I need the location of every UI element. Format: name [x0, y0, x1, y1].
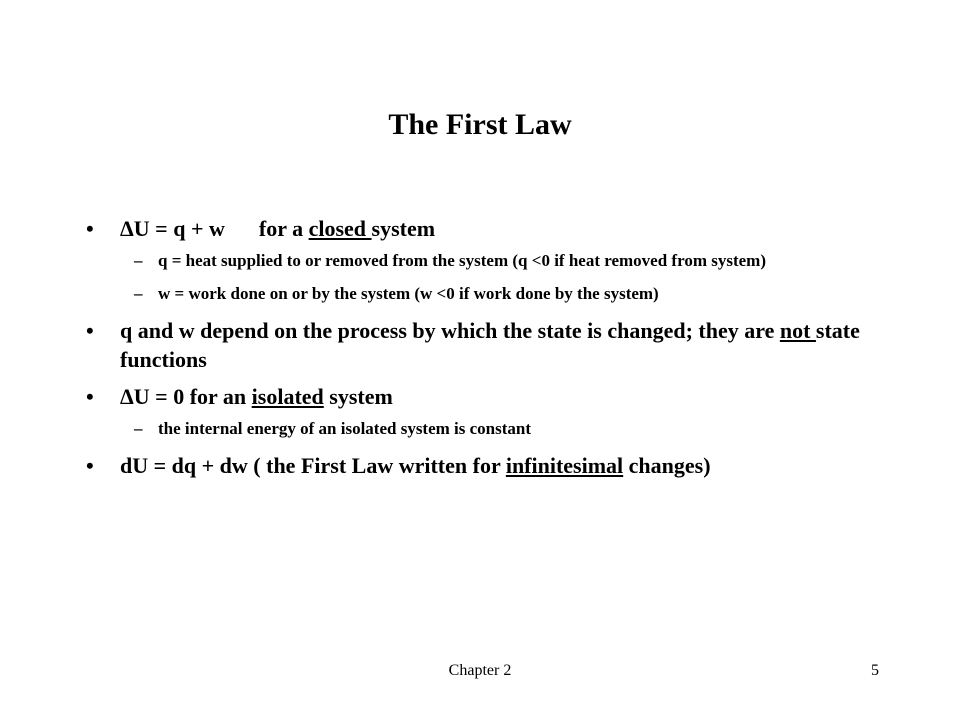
underlined-term: closed: [308, 216, 372, 241]
footer-chapter: Chapter 2: [448, 662, 512, 679]
bullet-dot: •: [86, 216, 94, 241]
underlined-term: infinitesimal: [505, 453, 624, 478]
sub-bullet-dash: –: [134, 284, 143, 303]
footer-page-number: 5: [871, 662, 879, 679]
first-law-equation: ΔU = q + w: [120, 216, 225, 241]
bullet-closed-system: [86, 214, 886, 243]
bullet-text: state functions: [120, 318, 860, 372]
bullet-dot: •: [86, 318, 94, 343]
bullet-text: dU = dq + dw ( the First Law written for: [120, 453, 506, 478]
sub-bullet-text: q = heat supplied to or removed from the system (q <0 if heat removed from system): [158, 251, 767, 270]
bullet-text: system: [371, 216, 436, 241]
bullet-text: changes): [623, 453, 711, 478]
sub-bullet-text: w = work done on or by the system (w <0 if work done by the system): [158, 284, 659, 303]
sub-bullet-dash: –: [134, 419, 143, 438]
slide-title: The First Law: [388, 108, 572, 141]
underlined-term: isolated: [251, 384, 324, 409]
sub-bullet-text: the internal energy of an isolated system is constant: [158, 419, 532, 438]
bullet-dot: •: [86, 453, 94, 478]
bullet-text: ΔU = 0 for an: [120, 384, 252, 409]
bullet-infinitesimal: [86, 451, 886, 480]
sub-bullet-internal-energy: [86, 415, 886, 443]
bullet-text: system: [323, 384, 393, 409]
sub-bullet-work: [86, 280, 886, 308]
sub-bullet-heat: [86, 247, 886, 275]
bullet-process-dependence: [86, 316, 886, 374]
bullet-dot: •: [86, 384, 94, 409]
slide-content: [86, 214, 886, 488]
bullet-isolated-system: [86, 382, 886, 411]
bullet-text: q and w depend on the process by which the state is changed; they are: [120, 318, 780, 343]
sub-bullet-dash: –: [134, 251, 143, 270]
underlined-term: not: [779, 318, 816, 343]
bullet-text: for a: [258, 216, 309, 241]
